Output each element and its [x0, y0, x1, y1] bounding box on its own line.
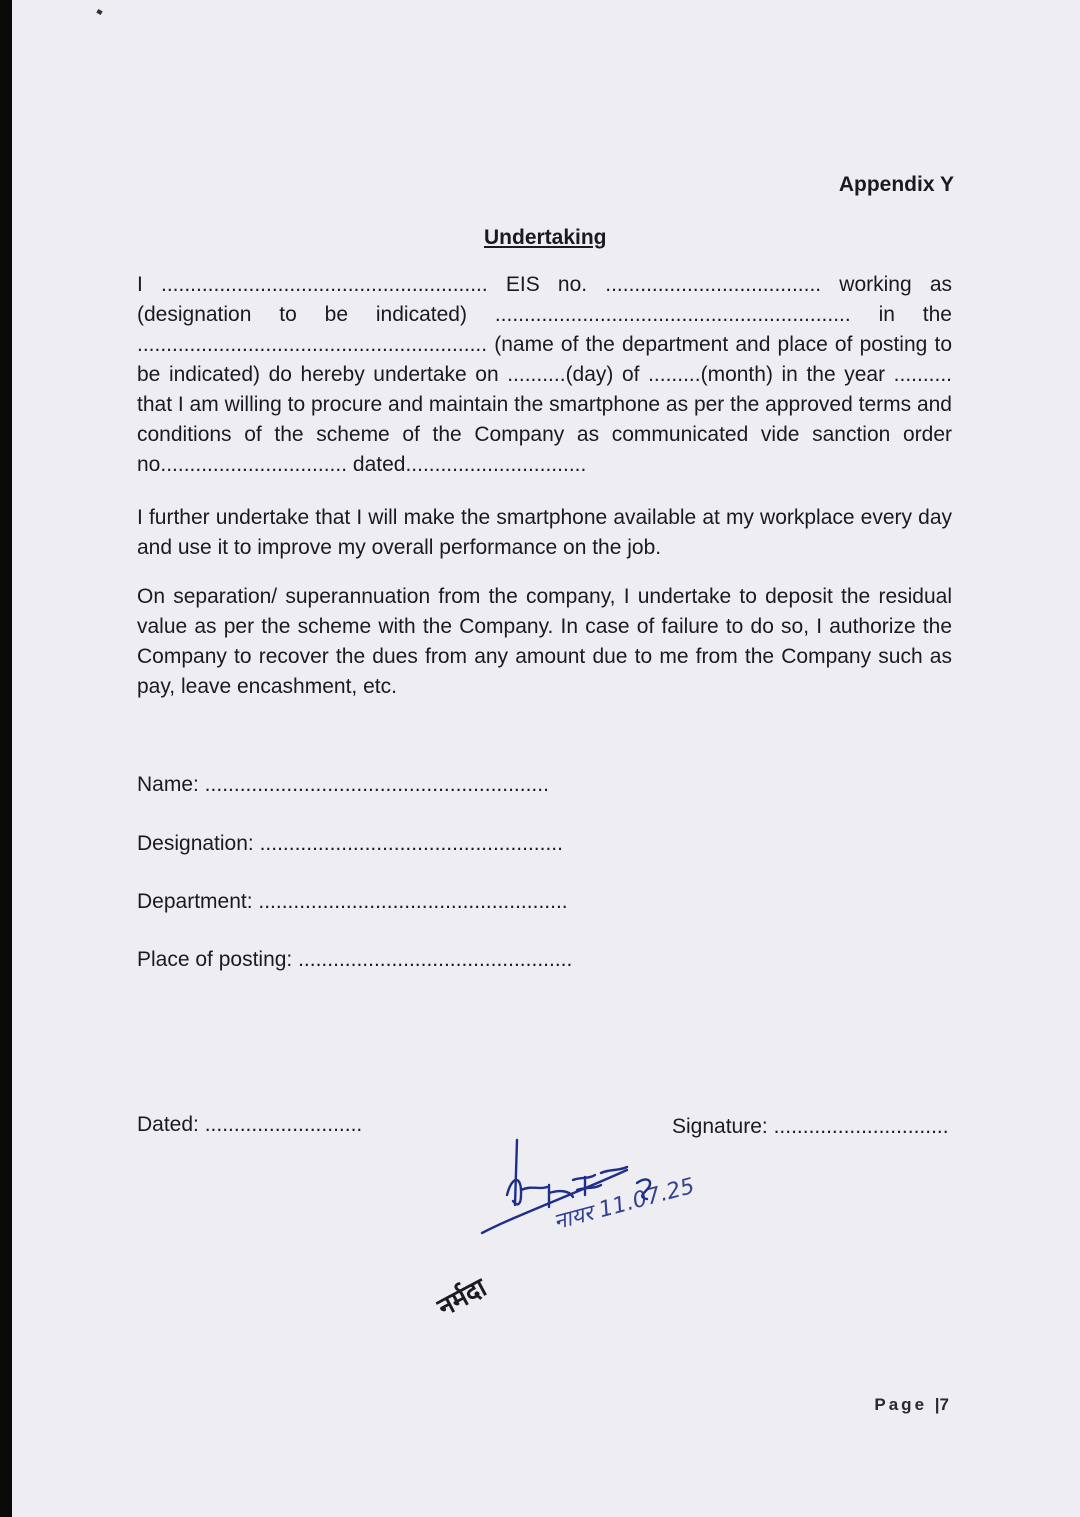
dated-field: Dated: ...........................: [137, 1113, 363, 1136]
place-of-posting-field: Place of posting: ...............................................: [137, 948, 573, 971]
page-label: Page: [874, 1395, 928, 1414]
page-number-value: 7: [939, 1395, 952, 1414]
department-field: Department: .....................................................: [137, 890, 568, 913]
name-field: Name: ...........................................................: [137, 773, 549, 796]
scan-speck: [96, 9, 102, 15]
paragraph-2: I further undertake that I will make the smartphone available at my workplace every day and use it to improve my overall performance on the job.: [137, 506, 952, 559]
handwritten-note: नर्मदा: [432, 1272, 492, 1324]
paragraph-1: I ........................................................ EIS no. ..................................... working as (designation to be indicated) ............................................................. in the ............................................................ (name of the department and place of posting to be indicated) do hereby undertake on ..........(day) of .........(month) in the year .......... that I am willing to procure and maintain the smartphone as per the approved terms and conditions of the scheme of the Company as communicated vide sanction order no................................ dated...............................: [137, 273, 952, 476]
signature-field: Signature: ..............................: [672, 1115, 949, 1138]
paragraph-3: On separation/ superannuation from the company, I undertake to deposit the residual value as per the scheme with the Company. In case of failure to do so, I authorize the Company to recover the dues from any amount due to me from the Company such as pay, leave encashment, etc.: [137, 585, 952, 698]
scan-border: [0, 0, 12, 1330]
page-number: [874, 1390, 952, 1420]
document-title: Undertaking: [484, 226, 607, 249]
designation-field: Designation: ....................................................: [137, 832, 563, 855]
signature-date-text: नायर 11.07.25: [551, 1173, 698, 1236]
appendix-label: Appendix Y: [838, 173, 954, 196]
page-separator: |: [934, 1395, 940, 1414]
document-page: [12, 0, 1080, 1517]
